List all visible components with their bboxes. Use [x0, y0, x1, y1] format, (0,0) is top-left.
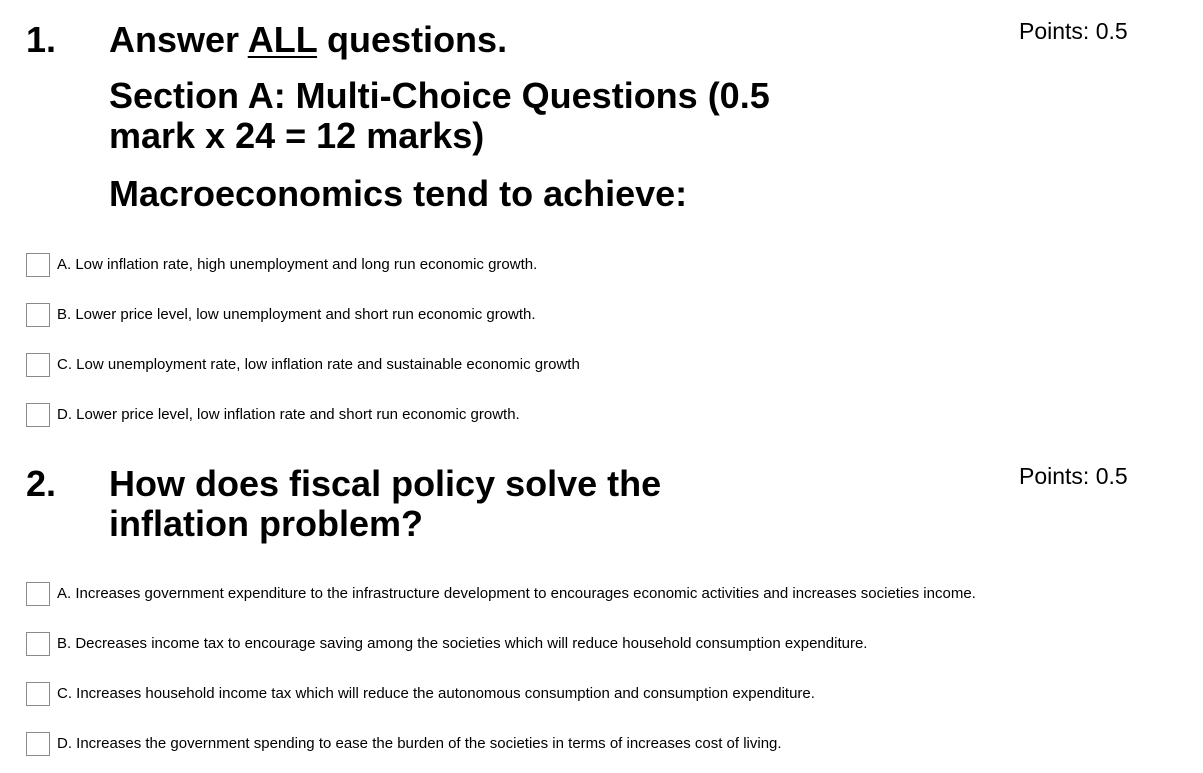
section-heading: Section A: Multi-Choice Questions (0.5 mark x 24 = 12 marks) [109, 75, 770, 156]
option-label: C. Low unemployment rate, low inflation rate and sustainable economic growth [57, 356, 580, 373]
checkbox[interactable] [26, 632, 50, 656]
points-label: Points: 0.5 [1019, 463, 1128, 489]
question-number: 1. [26, 19, 57, 60]
points-label: Points: 0.5 [1019, 18, 1128, 44]
option-a[interactable] [26, 582, 1176, 608]
question-prompt: How does fiscal policy solve the inflation problem? [109, 463, 662, 544]
option-b[interactable] [26, 303, 1176, 329]
checkbox[interactable] [26, 253, 50, 277]
option-label: B. Decreases income tax to encourage saving among the societies which will reduce household consumption expenditure. [57, 635, 868, 652]
option-label: D. Increases the government spending to ease the burden of the societies in terms of increases cost of living. [57, 735, 782, 752]
option-label: A. Increases government expenditure to the infrastructure development to encourages economic activities and increases societies income. [57, 585, 976, 602]
checkbox[interactable] [26, 582, 50, 606]
option-label: D. Lower price level, low inflation rate and short run economic growth. [57, 406, 520, 423]
instruction-prefix: Answer [109, 19, 248, 60]
option-a[interactable] [26, 253, 1176, 279]
option-label: C. Increases household income tax which will reduce the autonomous consumption and consumption expenditure. [57, 685, 815, 702]
option-d[interactable] [26, 732, 1176, 758]
question-prompt: Macroeconomics tend to achieve: [109, 173, 688, 214]
checkbox[interactable] [26, 303, 50, 327]
option-label: B. Lower price level, low unemployment and short run economic growth. [57, 306, 536, 323]
option-c[interactable] [26, 682, 1176, 708]
checkbox[interactable] [26, 403, 50, 427]
checkbox[interactable] [26, 682, 50, 706]
instruction-emphasis: ALL [247, 19, 318, 60]
checkbox[interactable] [26, 732, 50, 756]
option-d[interactable] [26, 403, 1176, 429]
option-b[interactable] [26, 632, 1176, 658]
instruction-suffix: questions. [317, 19, 508, 60]
question-number: 2. [26, 463, 57, 504]
instruction-heading [109, 20, 829, 60]
option-c[interactable] [26, 353, 1176, 379]
checkbox[interactable] [26, 353, 50, 377]
option-label: A. Low inflation rate, high unemployment and long run economic growth. [57, 256, 538, 273]
